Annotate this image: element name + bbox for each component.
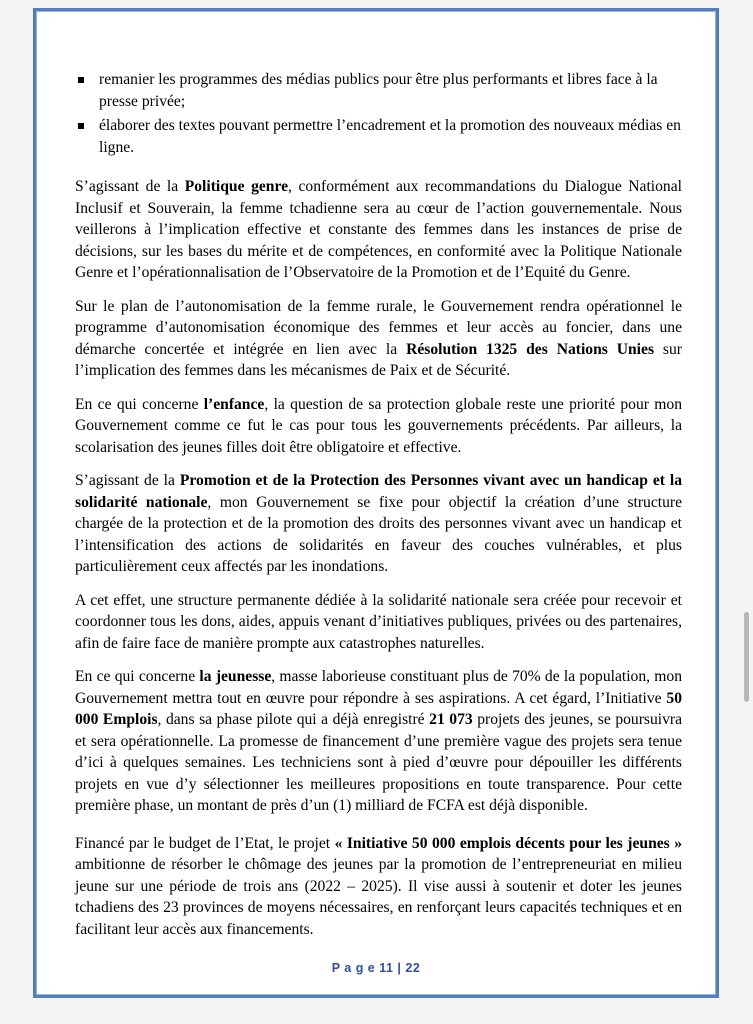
bold-term: la jeunesse: [199, 668, 272, 685]
paragraph-text: En ce qui concerne: [75, 395, 204, 413]
paragraph-initiative-emplois: [75, 833, 682, 941]
paragraph-text: En ce qui concerne: [75, 668, 200, 685]
paragraph-text: Sur le plan de l’autonomisation de la femme rurale, le Gouvernement rendra opérationnel le programme d’autonomisation économique des femmes et leur accès au foncier, dans une démarche concertée et intégrée en lien avec la: [75, 297, 682, 358]
page-number-footer: P a g e 11 | 22: [331, 961, 421, 975]
paragraph-text: ambitionne de résorber le chômage des jeunes par la promotion de l’entrepreneuriat en milieu jeune sur une période de trois ans (2022 – 2025). Il vise aussi à soutenir et doter les jeunes tchadiens des 23 provinces de moyens nécessaires, en renforçant leurs capacités techniques et en facilitant leur accès aux financements.: [75, 856, 682, 938]
bold-term: Résolution 1325 des Nations Unies: [406, 340, 655, 358]
paragraph-text: , mon Gouvernement se fixe pour objectif la création d’une structure chargée de la protection et de la promotion des droits des personnes vivant avec un handicap et l’intensification des actions de solidarités en faveur des couches vulnérables, et plus particulièrement ceux affectés par les inondations.: [75, 493, 682, 575]
bold-term: Promotion et de la Protection des Personnes vivant avec un handicap et la solidarité nationale: [75, 472, 682, 511]
bullet-text: élaborer des textes pouvant permettre l’encadrement et la promotion des nouveaux médias en ligne.: [99, 117, 681, 156]
paragraph-jeunesse: [75, 666, 682, 817]
bullet-text: remanier les programmes des médias publics pour être plus performants et libres face à la presse privée;: [99, 71, 658, 110]
bold-term: Politique genre: [184, 178, 289, 195]
paragraph-text: S’agissant de la: [75, 472, 180, 489]
paragraph-politique-genre: [75, 176, 682, 284]
paragraph-text: , la question de sa protection globale reste une priorité pour mon Gouvernement comme ce fut le cas pour tous les gouvernements précédents. Par ailleurs, la scolarisation des jeunes filles doit être obligatoire et effective.: [75, 395, 682, 456]
bullet-list: [75, 69, 682, 158]
bold-term: « Initiative 50 000 emplois décents pour les jeunes »: [334, 834, 682, 852]
paragraph-solidarite: A cet effet, une structure permanente dédiée à la solidarité nationale sera créée pour recevoir et coordonner tous les dons, aides, appuis venant d’initiatives publiques, privées ou des partenaires, afin de faire face de manière prompte aux catastrophes naturelles.: [75, 591, 682, 652]
paragraph-text: Financé par le budget de l’Etat, le projet: [75, 834, 335, 852]
paragraph-femme-rurale: [75, 296, 682, 382]
paragraph-text: S’agissant de la: [75, 178, 185, 195]
scrollbar-thumb[interactable]: [744, 612, 749, 702]
paragraph-text: projets des jeunes, se poursuivra et sera opérationnelle. La promesse de financement d’une première vague des projets sera tenue d’ici à quelques semaines. Les techniciens sont à pied d’œuvre pour dépouiller les différents projets en vue d’y sélectionner les meilleures propositions en toute transparence. Pour cette première phase, un montant de près d’un (1) milliard de FCFA est déjà disponible.: [75, 711, 683, 814]
bullet-item: [75, 115, 682, 158]
paragraph-enfance: [75, 394, 682, 459]
bold-term: l’enfance: [203, 395, 265, 413]
paragraph-handicap: [75, 470, 682, 578]
paragraph-text: , conformément aux recommandations du Dialogue National Inclusif et Souverain, la femme tchadienne sera au cœur de l’action gouvernementale. Nous veillerons à l’implication effective et constante des femmes dans les instances de prise de décisions, sur les bases du mérite et de compétences, en conformité avec la Politique Nationale Genre et l’opérationnalisation de l’Observatoire de la Promotion et de l’Equité du Genre.: [75, 178, 682, 281]
page-content: [75, 69, 682, 952]
bold-term: 50 000 Emplois: [75, 689, 682, 728]
document-page: [33, 8, 719, 998]
square-bullet-icon: [78, 123, 84, 129]
paragraph-text: , masse laborieuse constituant plus de 70% de la population, mon Gouvernement mettra tout en œuvre pour répondre à ses aspirations. A cet égard, l’Initiative: [75, 668, 683, 707]
bullet-item: [75, 69, 682, 112]
paragraph-text: , dans sa phase pilote qui a déjà enregistré: [157, 711, 430, 728]
square-bullet-icon: [78, 77, 84, 83]
paragraph-text: sur l’implication des femmes dans les mécanismes de Paix et de Sécurité.: [75, 340, 682, 379]
bold-term: 21 073: [429, 711, 473, 728]
